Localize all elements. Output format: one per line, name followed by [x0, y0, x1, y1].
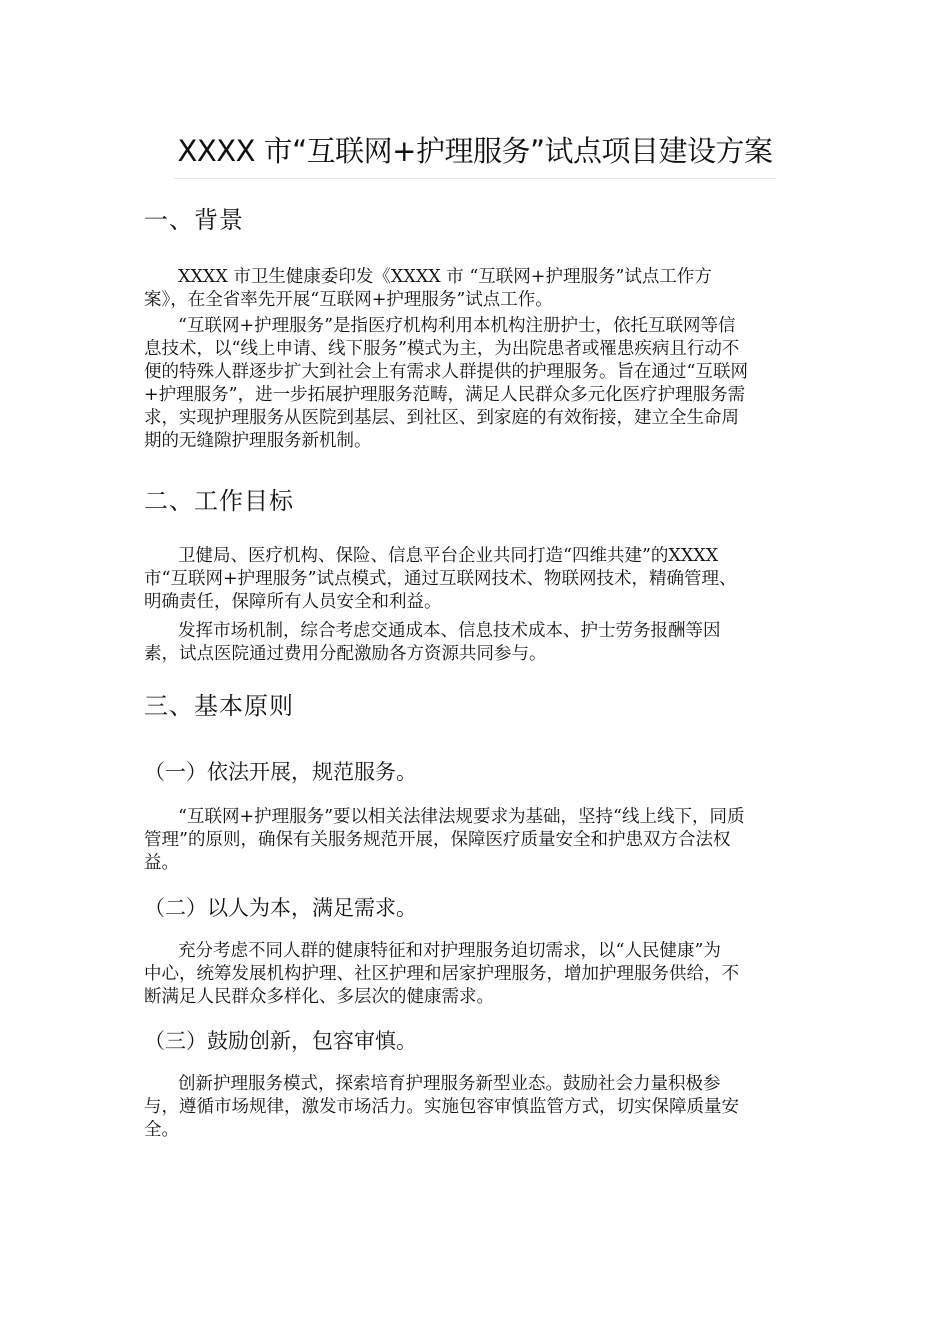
text-line: +护理服务”，进一步拓展护理服务范畴，满足人民群众多元化医疗护理服务需: [144, 385, 746, 405]
subsection-heading-2: （二）以人为本，满足需求。: [144, 896, 417, 920]
text-line: “互联网+护理服务”要以相关法律法规要求为基础，坚持“线上线下，同质: [178, 807, 745, 827]
text-line: 明确责任，保障所有人员安全和利益。: [144, 592, 442, 612]
text-line: XXXX 市卫生健康委印发《XXXX 市 “互联网+护理服务”试点工作方: [178, 267, 712, 287]
text-line: 便的特殊人群逐步扩大到社会上有需求人群提供的护理服务。旨在通过“互联网: [144, 362, 748, 382]
text-line: 市“互联网+护理服务”试点模式，通过互联网技术、物联网技术，精确管理、: [144, 569, 737, 589]
subsection-heading-1: （一）依法开展，规范服务。: [144, 760, 417, 784]
text-line: 期的无缝隙护理服务新机制。: [144, 431, 372, 451]
text-line: 素，试点医院通过费用分配激励各方资源共同参与。: [144, 644, 547, 664]
paragraph-background-1: [144, 266, 804, 312]
paragraph-goals-2: [144, 620, 804, 666]
text-line: 创新护理服务模式，探索培育护理服务新型业态。鼓励社会力量积极参: [178, 1074, 721, 1094]
text-line: 断满足人民群众多样化、多层次的健康需求。: [144, 987, 494, 1007]
text-line: 全。: [144, 1120, 179, 1140]
text-line: 与，遵循市场规律，激发市场活力。实施包容审慎监管方式，切实保障质量安: [144, 1097, 739, 1117]
text-line: 管理”的原则，确保有关服务规范开展，保障医疗质量安全和护患双方合法权: [144, 830, 731, 850]
text-line: “互联网+护理服务”是指医疗机构利用本机构注册护士，依托互联网等信: [178, 316, 736, 336]
text-line: 发挥市场机制，综合考虑交通成本、信息技术成本、护士劳务报酬等因: [178, 621, 721, 641]
text-line: 卫健局、医疗机构、保险、信息平台企业共同打造“四维共建”的XXXX: [178, 546, 719, 566]
text-line: 息技术，以“线上申请、线下服务”模式为主，为出院患者或罹患疾病且行动不: [144, 339, 740, 359]
text-line: 充分考虑不同人群的健康特征和对护理服务迫切需求，以“人民健康”为: [178, 941, 721, 961]
text-line: 案》，在全省率先开展“互联网+护理服务”试点工作。: [144, 290, 553, 310]
text-line: 求，实现护理服务从医院到基层、到社区、到家庭的有效衔接，建立全生命周: [144, 408, 739, 428]
section-heading-goals: 二、工作目标: [144, 487, 294, 515]
section-heading-background: 一、背景: [144, 206, 244, 234]
paragraph-goals-1: [144, 545, 804, 614]
paragraph-principle-3: [144, 1073, 804, 1142]
document-title: XXXX 市“互联网+护理服务”试点项目建设方案: [174, 128, 776, 179]
paragraph-principle-2: [144, 940, 804, 1009]
subsection-heading-3: （三）鼓励创新，包容审慎。: [144, 1029, 417, 1053]
text-line: 益。: [144, 853, 179, 873]
paragraph-principle-1: [144, 806, 804, 875]
section-heading-principles: 三、基本原则: [144, 692, 294, 720]
paragraph-background-2: [144, 315, 804, 453]
text-line: 中心，统筹发展机构护理、社区护理和居家护理服务，增加护理服务供给，不: [144, 964, 739, 984]
